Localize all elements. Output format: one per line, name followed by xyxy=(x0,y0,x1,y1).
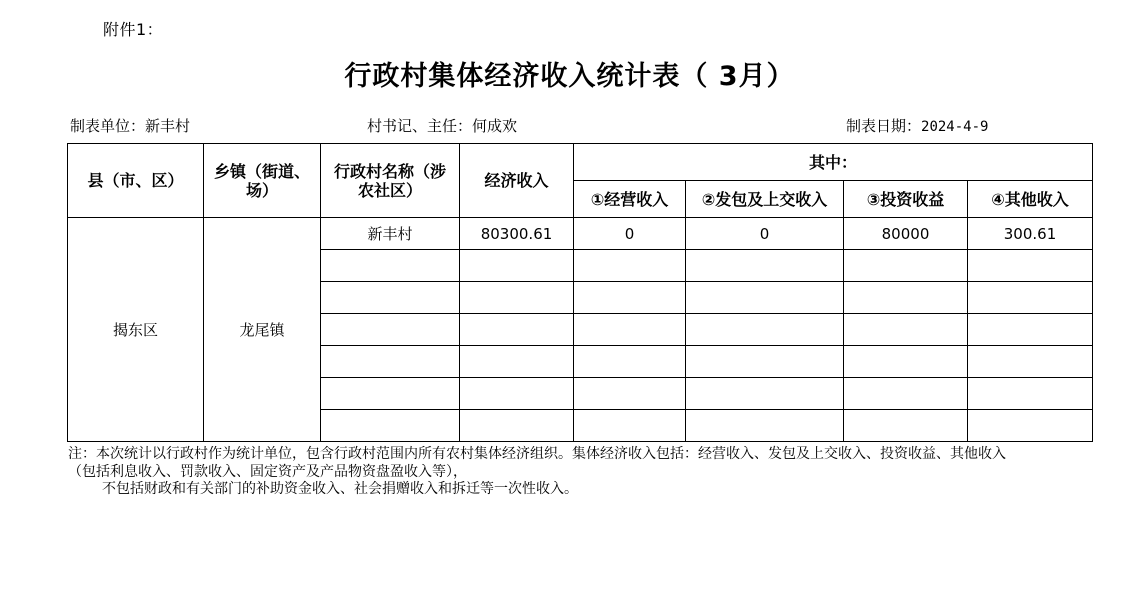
empty-cell xyxy=(574,250,686,282)
empty-cell xyxy=(574,378,686,410)
empty-cell xyxy=(686,282,844,314)
header-income: 经济收入 xyxy=(460,144,574,218)
empty-cell xyxy=(968,378,1093,410)
empty-cell xyxy=(321,314,460,346)
empty-cell xyxy=(968,346,1093,378)
empty-cell xyxy=(574,410,686,442)
empty-cell xyxy=(321,346,460,378)
empty-cell xyxy=(686,250,844,282)
empty-cell xyxy=(968,410,1093,442)
header-county: 县（市、区） xyxy=(68,144,204,218)
compiling-unit-value: 新丰村 xyxy=(145,117,191,135)
header-operating: ①经营收入 xyxy=(574,181,686,218)
header-contract: ②发包及上交收入 xyxy=(686,181,844,218)
empty-cell xyxy=(968,250,1093,282)
income-table xyxy=(67,143,1093,442)
empty-cell xyxy=(844,282,968,314)
header-of-which: 其中： xyxy=(574,144,1093,181)
empty-cell xyxy=(460,250,574,282)
empty-cell xyxy=(686,410,844,442)
village-secretary-label: 村书记、主任： xyxy=(367,117,473,135)
header-investment: ③投资收益 xyxy=(844,181,968,218)
operating-cell: 0 xyxy=(574,218,686,250)
investment-cell: 80000 xyxy=(844,218,968,250)
empty-cell xyxy=(321,410,460,442)
compiling-unit-label: 制表单位： xyxy=(70,117,146,135)
empty-cell xyxy=(460,378,574,410)
compiling-date xyxy=(846,115,988,136)
empty-cell xyxy=(460,346,574,378)
contract-cell: 0 xyxy=(686,218,844,250)
header-other: ④其他收入 xyxy=(968,181,1093,218)
annex-label: 附件1： xyxy=(103,20,164,39)
county-cell: 揭东区 xyxy=(68,218,204,442)
income-cell: 80300.61 xyxy=(460,218,574,250)
empty-cell xyxy=(460,314,574,346)
empty-cell xyxy=(686,346,844,378)
header-town: 乡镇（街道、场） xyxy=(204,144,321,218)
footnote-line-2: （包括利息收入、罚款收入、固定资产及产品物资盘盈收入等）， xyxy=(68,463,467,480)
empty-cell xyxy=(686,378,844,410)
empty-cell xyxy=(844,250,968,282)
empty-cell xyxy=(321,250,460,282)
empty-cell xyxy=(844,346,968,378)
village-secretary-value: 何成欢 xyxy=(472,117,518,135)
village-cell: 新丰村 xyxy=(321,218,460,250)
empty-cell xyxy=(686,314,844,346)
village-secretary xyxy=(367,115,517,136)
empty-cell xyxy=(460,282,574,314)
empty-cell xyxy=(574,346,686,378)
table-row xyxy=(68,218,1093,250)
empty-cell xyxy=(844,314,968,346)
other-cell: 300.61 xyxy=(968,218,1093,250)
town-cell: 龙尾镇 xyxy=(204,218,321,442)
compiling-date-label: 制表日期： xyxy=(846,117,922,135)
empty-cell xyxy=(460,410,574,442)
empty-cell xyxy=(574,314,686,346)
header-row xyxy=(68,144,1093,181)
empty-cell xyxy=(321,282,460,314)
empty-cell xyxy=(844,378,968,410)
footnote-line-3: 不包括财政和有关部门的补助资金收入、社会捐赠收入和拆迁等一次性收入。 xyxy=(102,481,578,497)
empty-cell xyxy=(968,314,1093,346)
page-title: 行政村集体经济收入统计表（ 3月） xyxy=(344,61,795,92)
empty-cell xyxy=(574,282,686,314)
empty-cell xyxy=(844,410,968,442)
compiling-unit xyxy=(70,115,190,136)
empty-cell xyxy=(321,378,460,410)
footnote-line-1: 注：本次统计以行政村作为统计单位，包含行政村范围内所有农村集体经济组织。集体经济收入包括：经营收入、发包及上交收入、投资收益、其他收入 xyxy=(68,446,1006,462)
empty-cell xyxy=(968,282,1093,314)
header-village: 行政村名称（涉农社区） xyxy=(321,144,460,218)
footnote xyxy=(68,446,1088,499)
compiling-date-value: 2024-4-9 xyxy=(921,119,989,135)
